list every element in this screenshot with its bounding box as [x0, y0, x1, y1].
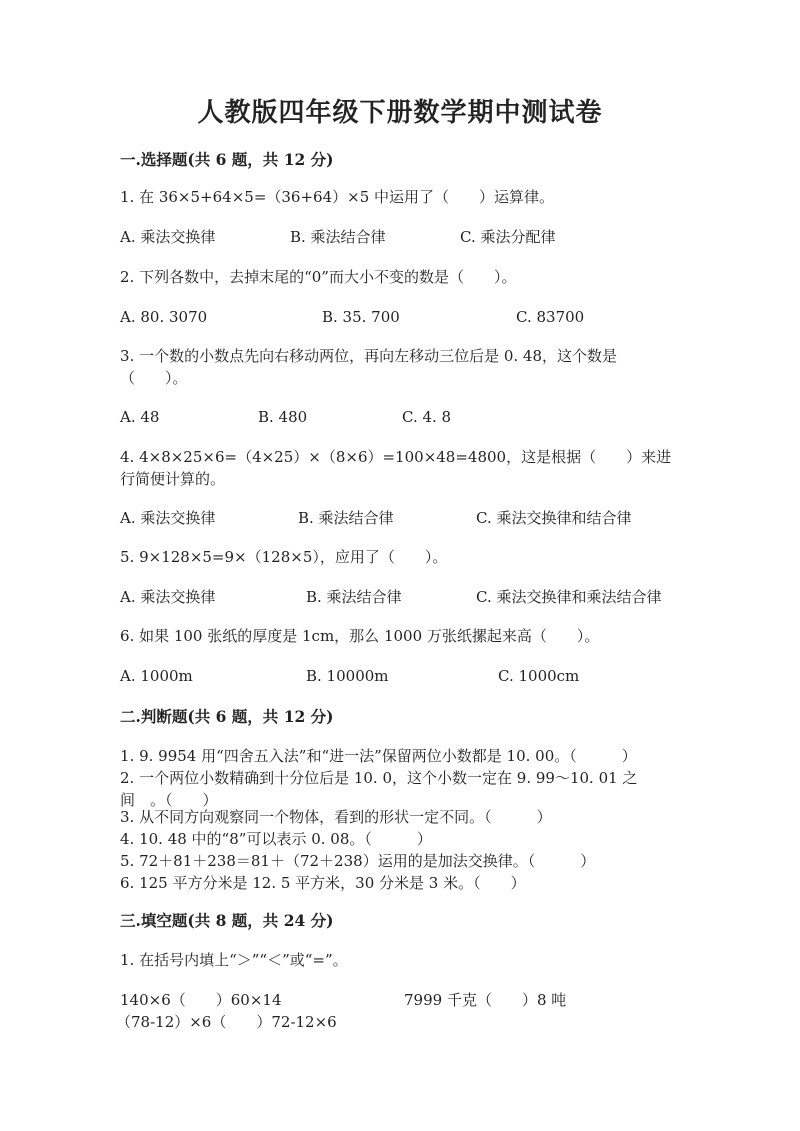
- fill-question-1-row1-right: 7999 千克（ ）8 吨: [404, 991, 567, 1009]
- question-4-option-b: B. 乘法结合律: [298, 509, 394, 527]
- section-heading-judgement: 二.判断题(共 6 题，共 12 分): [120, 707, 334, 726]
- question-5-option-b: B. 乘法结合律: [306, 588, 402, 606]
- question-3-stem-line-2: （ ）。: [120, 369, 188, 387]
- question-1-option-b: B. 乘法结合律: [290, 228, 386, 246]
- question-5-option-a: A. 乘法交换律: [120, 588, 216, 606]
- question-4-option-c: C. 乘法交换律和结合律: [476, 509, 632, 527]
- question-6-option-b: B. 10000m: [306, 667, 389, 685]
- section-heading-fill-in: 三.填空题(共 8 题，共 24 分): [120, 911, 334, 930]
- question-2-option-a: A. 80. 3070: [120, 308, 208, 326]
- question-4-stem-line-1: 4. 4×8×25×6=（4×25）×（8×6）=100×48=4800，这是根据（ ）来进: [120, 448, 672, 466]
- question-3-stem-line-1: 3. 一个数的小数点先向右移动两位，再向左移动三位后是 0. 48，这个数是: [120, 347, 618, 365]
- question-6-option-a: A. 1000m: [120, 667, 193, 685]
- fill-question-1-stem: 1. 在括号内填上“＞”“＜”或“=”。: [120, 951, 348, 969]
- question-1-option-a: A. 乘法交换律: [120, 228, 216, 246]
- question-2-stem: 2. 下列各数中，去掉末尾的“0”而大小不变的数是（ ）。: [120, 268, 517, 286]
- question-6-stem: 6. 如果 100 张纸的厚度是 1cm，那么 1000 万张纸摞起来高（ ）。: [120, 627, 600, 645]
- question-4-option-a: A. 乘法交换律: [120, 509, 216, 527]
- judgement-item-1: 1. 9. 9954 用“四舍五入法”和“进一法”保留两位小数都是 10. 00。（ ）: [120, 747, 637, 765]
- question-3-option-c: C. 4. 8: [402, 408, 452, 426]
- judgement-item-6: 6. 125 平方分米是 12. 5 平方米，30 分米是 3 米。（ ）: [120, 874, 526, 892]
- section-heading-choice: 一.选择题(共 6 题，共 12 分): [120, 150, 334, 169]
- question-5-stem: 5. 9×128×5=9×（128×5），应用了（ ）。: [120, 548, 448, 566]
- page-title: 人教版四年级下册数学期中测试卷: [197, 98, 603, 128]
- fill-question-1-row2-left: （78-12）×6（ ）72-12×6: [116, 1013, 337, 1031]
- question-3-option-a: A. 48: [120, 408, 160, 426]
- judgement-item-2-line-1: 2. 一个两位小数精确到十分位后是 10. 0，这个小数一定在 9. 99～10. 01 之: [120, 769, 638, 787]
- judgement-item-2-line-2: 间 。（ ）: [120, 791, 218, 809]
- question-2-option-c: C. 83700: [516, 308, 585, 326]
- judgement-item-3: 3. 从不同方向观察同一个物体，看到的形状一定不同。（ ）: [120, 808, 552, 826]
- question-3-option-b: B. 480: [258, 408, 308, 426]
- question-1-option-c: C. 乘法分配律: [460, 228, 556, 246]
- judgement-item-5: 5. 72＋81＋238＝81＋（72＋238）运用的是加法交换律。（ ）: [120, 852, 596, 870]
- question-6-option-c: C. 1000cm: [498, 667, 580, 685]
- question-2-option-b: B. 35. 700: [322, 308, 400, 326]
- question-4-stem-line-2: 行简便计算的。: [120, 470, 226, 488]
- fill-question-1-row1-left: 140×6（ ）60×14: [120, 991, 282, 1009]
- question-1-stem: 1. 在 36×5+64×5=（36+64）×5 中运用了（ ）运算律。: [120, 188, 555, 206]
- judgement-item-4: 4. 10. 48 中的“8”可以表示 0. 08。（ ）: [120, 830, 432, 848]
- question-5-option-c: C. 乘法交换律和乘法结合律: [476, 588, 662, 606]
